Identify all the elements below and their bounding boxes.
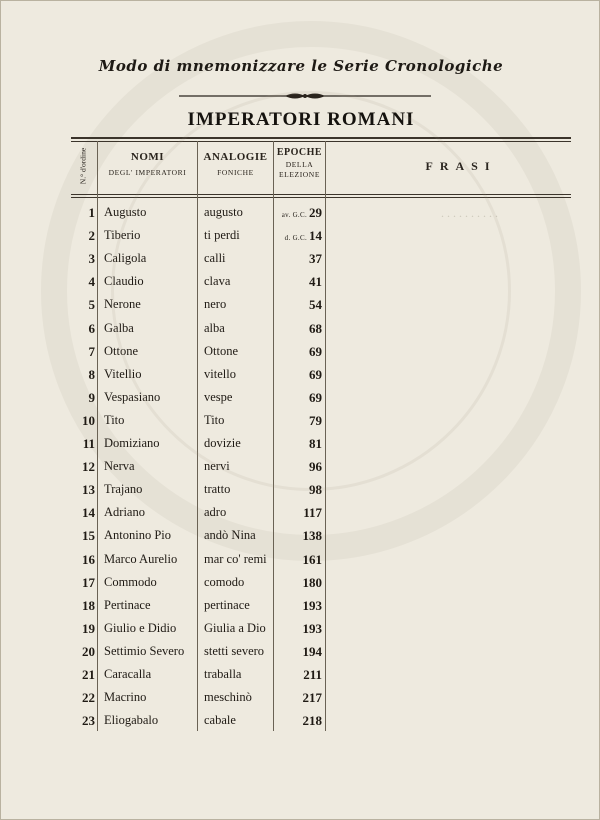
election-epoch xyxy=(266,713,322,729)
epoch-value: 161 xyxy=(302,551,322,567)
table-row xyxy=(71,505,571,528)
table-row xyxy=(71,251,571,274)
table-row xyxy=(71,459,571,482)
table-row xyxy=(71,274,571,297)
era-label: d. G.C. xyxy=(284,234,307,243)
phonic-analogy: vitello xyxy=(204,366,236,381)
phonic-analogy: comodo xyxy=(204,574,245,589)
phonic-analogy: stetti severo xyxy=(204,643,265,658)
row-number: 12 xyxy=(82,459,95,475)
phonic-analogy: meschinò xyxy=(204,690,252,705)
election-epoch xyxy=(266,505,322,521)
epoch-value: 68 xyxy=(309,320,322,336)
epoch-value: 211 xyxy=(303,667,322,682)
table-row xyxy=(71,344,571,367)
names-header xyxy=(98,151,197,177)
table-title: IMPERATORI ROMANI xyxy=(187,109,415,130)
table-row xyxy=(71,297,571,320)
analogies-header-sub: FONICHE xyxy=(217,168,254,177)
epoch-value: 81 xyxy=(309,436,322,451)
table-row xyxy=(71,690,571,713)
phonic-analogy: mar co' remi xyxy=(204,551,267,566)
phonic-analogy: adro xyxy=(204,505,227,520)
order-header: N.° d'ordine xyxy=(78,147,88,185)
emperor-name: Caracalla xyxy=(104,667,152,681)
era-label: av. G.C. xyxy=(281,211,307,219)
emperor-name: Antonino Pio xyxy=(104,528,172,543)
election-epoch xyxy=(266,321,322,337)
election-epoch xyxy=(266,390,322,406)
epoch-value: 41 xyxy=(309,274,322,290)
row-number: 20 xyxy=(82,643,95,659)
election-epoch xyxy=(266,459,322,475)
epoch-value: 193 xyxy=(302,597,322,613)
epoch-value: 69 xyxy=(309,366,322,382)
table-row xyxy=(71,552,571,575)
analogies-header xyxy=(198,151,273,177)
emperor-name: Nerone xyxy=(104,297,141,312)
election-epoch xyxy=(266,297,322,313)
row-number: 9 xyxy=(88,389,95,405)
table-row xyxy=(71,644,571,667)
epoch-value: 69 xyxy=(309,343,322,359)
emperor-name: Tito xyxy=(104,412,125,427)
phonic-analogy: alba xyxy=(204,320,225,335)
phonic-analogy: nervi xyxy=(204,459,230,474)
epoch-value: 138 xyxy=(302,528,322,544)
row-number: 5 xyxy=(88,297,95,313)
epoch-value: 218 xyxy=(302,713,322,729)
epoch-value: 54 xyxy=(309,297,322,313)
emperor-name: Giulio e Didio xyxy=(104,620,177,635)
emperor-name: Domiziano xyxy=(104,436,160,450)
election-epoch xyxy=(266,482,322,498)
election-epoch xyxy=(266,528,322,544)
emperor-name: Settimio Severo xyxy=(104,643,185,658)
emperor-name: Trajano xyxy=(104,482,143,497)
table-row xyxy=(71,436,571,459)
row-number: 17 xyxy=(82,574,95,590)
epoch-value: 217 xyxy=(302,690,322,706)
election-epoch xyxy=(266,205,322,221)
table-row xyxy=(71,598,571,621)
row-number: 22 xyxy=(82,690,95,706)
epochs-header-sub2: ELEZIONE xyxy=(278,170,321,179)
election-epoch xyxy=(266,251,322,267)
epochs-header-main: EPOCHE xyxy=(276,147,323,158)
table-row xyxy=(71,667,571,690)
analogies-header-main: ANALOGIE xyxy=(203,151,268,163)
table-row xyxy=(71,621,571,644)
epochs-header xyxy=(274,147,325,179)
emperor-name: Nerva xyxy=(104,459,135,474)
epoch-value: 193 xyxy=(302,620,322,636)
emperor-name: Commodo xyxy=(104,574,157,589)
phonic-analogy: nero xyxy=(204,297,227,312)
election-epoch xyxy=(266,598,322,614)
ornament-rule-icon xyxy=(179,91,431,101)
election-epoch xyxy=(266,274,322,290)
row-number: 14 xyxy=(82,505,95,521)
epoch-value: 117 xyxy=(303,505,322,521)
row-number: 2 xyxy=(88,228,95,244)
page-heading: Modo di mnemonizzare le Serie Cronologiche xyxy=(98,57,504,75)
table-row xyxy=(71,205,571,228)
table-row xyxy=(71,482,571,505)
epoch-value: 69 xyxy=(309,389,322,405)
row-number: 1 xyxy=(88,205,95,220)
emperor-name: Vitellio xyxy=(104,366,142,381)
epoch-value: 194 xyxy=(302,643,322,659)
election-epoch xyxy=(266,667,322,683)
row-number: 16 xyxy=(82,551,95,567)
phrases-header: FRASI xyxy=(425,159,497,173)
election-epoch xyxy=(266,575,322,591)
row-number: 3 xyxy=(88,251,95,267)
row-number: 7 xyxy=(88,343,95,359)
row-number: 23 xyxy=(82,713,95,729)
epoch-value: 180 xyxy=(302,574,322,590)
table-row xyxy=(71,413,571,436)
emperor-name: Macrino xyxy=(104,690,147,705)
election-epoch xyxy=(266,690,322,706)
epoch-value: 79 xyxy=(309,412,322,428)
table-top-rule xyxy=(71,137,571,139)
table-row xyxy=(71,390,571,413)
table-row xyxy=(71,228,571,251)
row-number: 6 xyxy=(88,320,95,336)
header-bottom-rule-thin xyxy=(71,197,571,198)
election-epoch xyxy=(266,436,322,452)
row-number: 4 xyxy=(88,274,95,290)
row-number: 19 xyxy=(82,620,95,636)
epoch-value: 37 xyxy=(309,251,322,267)
phonic-analogy: augusto xyxy=(204,205,243,219)
phonic-analogy: tratto xyxy=(204,482,231,497)
phonic-analogy: pertinace xyxy=(204,597,250,612)
emperor-name: Marco Aurelio xyxy=(104,551,178,566)
row-number: 8 xyxy=(88,366,95,382)
emperor-name: Augusto xyxy=(104,205,147,219)
emperor-name: Galba xyxy=(104,320,134,335)
row-number: 15 xyxy=(82,528,95,544)
election-epoch xyxy=(266,644,322,660)
row-number: 13 xyxy=(82,482,95,498)
table-row xyxy=(71,321,571,344)
row-number: 11 xyxy=(82,436,95,451)
row-number: 10 xyxy=(82,412,95,428)
election-epoch xyxy=(266,621,322,637)
row-number: 18 xyxy=(82,597,95,613)
phonic-analogy: cabale xyxy=(204,713,236,728)
emperor-name: Caligola xyxy=(104,251,147,266)
emperor-name: Claudio xyxy=(104,274,144,289)
table-row xyxy=(71,367,571,390)
phonic-analogy: Giulia a Dio xyxy=(204,620,266,635)
phonic-analogy: dovizie xyxy=(204,436,241,450)
phonic-analogy: clava xyxy=(204,274,231,289)
election-epoch xyxy=(266,344,322,360)
names-header-sub: DEGL' IMPERATORI xyxy=(108,168,187,177)
phonic-analogy: Ottone xyxy=(204,343,239,358)
election-epoch xyxy=(266,413,322,429)
election-epoch xyxy=(266,228,322,244)
emperor-name: Pertinace xyxy=(104,597,151,612)
phonic-analogy: calli xyxy=(204,251,226,266)
epoch-value: 29 xyxy=(309,205,322,220)
phonic-analogy: Tito xyxy=(204,412,225,427)
names-header-main: NOMI xyxy=(130,151,165,163)
phonic-analogy: ti perdi xyxy=(204,228,240,243)
phonic-analogy: andò Nina xyxy=(204,528,256,543)
table-row xyxy=(71,713,571,736)
emperor-name: Ottone xyxy=(104,343,139,358)
phonic-analogy: traballa xyxy=(204,667,242,681)
election-epoch xyxy=(266,367,322,383)
table-row xyxy=(71,528,571,551)
epochs-header-sub1: DELLA xyxy=(285,160,314,169)
emperor-name: Vespasiano xyxy=(104,389,161,404)
emperor-name: Tiberio xyxy=(104,228,141,243)
emperor-name: Eliogabalo xyxy=(104,713,159,728)
phonic-analogy: vespe xyxy=(204,389,233,404)
bleed-through-text: . . . . . . . . . . xyxy=(441,206,498,220)
epoch-value: 96 xyxy=(309,459,322,475)
election-epoch xyxy=(266,552,322,568)
emperor-name: Adriano xyxy=(104,505,145,520)
table-top-rule-thin xyxy=(71,141,571,142)
row-number: 21 xyxy=(82,667,95,682)
header-bottom-rule xyxy=(71,194,571,195)
table-row xyxy=(71,575,571,598)
epoch-value: 98 xyxy=(309,482,322,498)
epoch-value: 14 xyxy=(309,228,322,244)
